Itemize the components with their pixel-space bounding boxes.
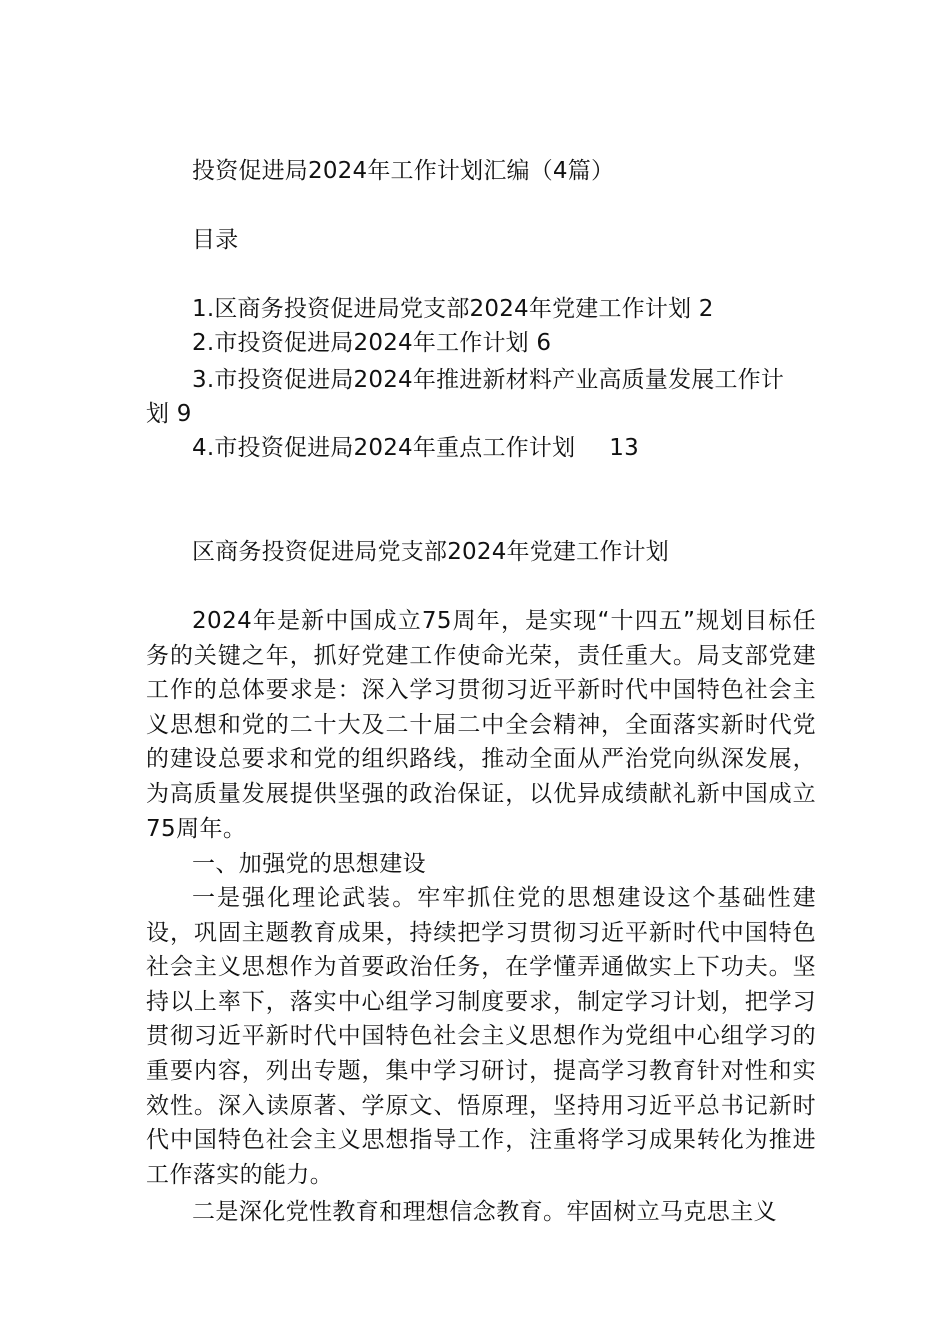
- section-title: 区商务投资促进局党支部2024年党建工作计划: [192, 539, 669, 565]
- toc-page-number: 13: [609, 435, 639, 461]
- toc-item: 2.市投资促进局2024年工作计划 6: [192, 330, 552, 356]
- section-heading: 一、加强党的思想建设: [192, 851, 426, 877]
- body-paragraph: 二是深化党性教育和理想信念教育。牢固树立马克思主义: [192, 1199, 777, 1225]
- toc-heading: 目录: [192, 227, 239, 253]
- toc-item: 3.市投资促进局2024年推进新材料产业高质量发展工作计: [192, 367, 785, 393]
- body-paragraph: 一是强化理论武装。牢牢抓住党的思想建设这个基础性建设，巩固主题教育成果，持续把学习贯彻习近平新时代中国特色社会主义思想作为首要政治任务，在学懂弄通做实上下功夫。坚持以上率下，落实中心组学习制度要求，制定学习计划，把学习贯彻习近平新时代中国特色社会主义思想作为党组中心组学习的重要内容，列出专题，集中学习研讨，提高学习教育针对性和实效性。深入读原著、学原文、悟原理，坚持用习近平总书记新时代中国特色社会主义思想指导工作，注重将学习成果转化为推进工作落实的能力。: [146, 885, 816, 1188]
- document-title: 投资促进局2024年工作计划汇编（4篇）: [192, 158, 615, 184]
- toc-item-continuation: 划 9: [146, 401, 192, 427]
- toc-item: [192, 431, 639, 465]
- body-paragraph: 2024年是新中国成立75周年，是实现“十四五”规划目标任务的关键之年，抓好党建工作使命光荣，责任重大。局支部党建工作的总体要求是：深入学习贯彻习近平新时代中国特色社会主义思想和党的二十大及二十届二中全会精神，全面落实新时代党的建设总要求和党的组织路线，推动全面从严治党向纵深发展，为高质量发展提供坚强的政治保证，以优异成绩献礼新中国成立75周年。: [146, 608, 816, 842]
- toc-item: 1.区商务投资促进局党支部2024年党建工作计划 2: [192, 296, 714, 322]
- toc-item-text: 4.市投资促进局2024年重点工作计划: [192, 435, 576, 461]
